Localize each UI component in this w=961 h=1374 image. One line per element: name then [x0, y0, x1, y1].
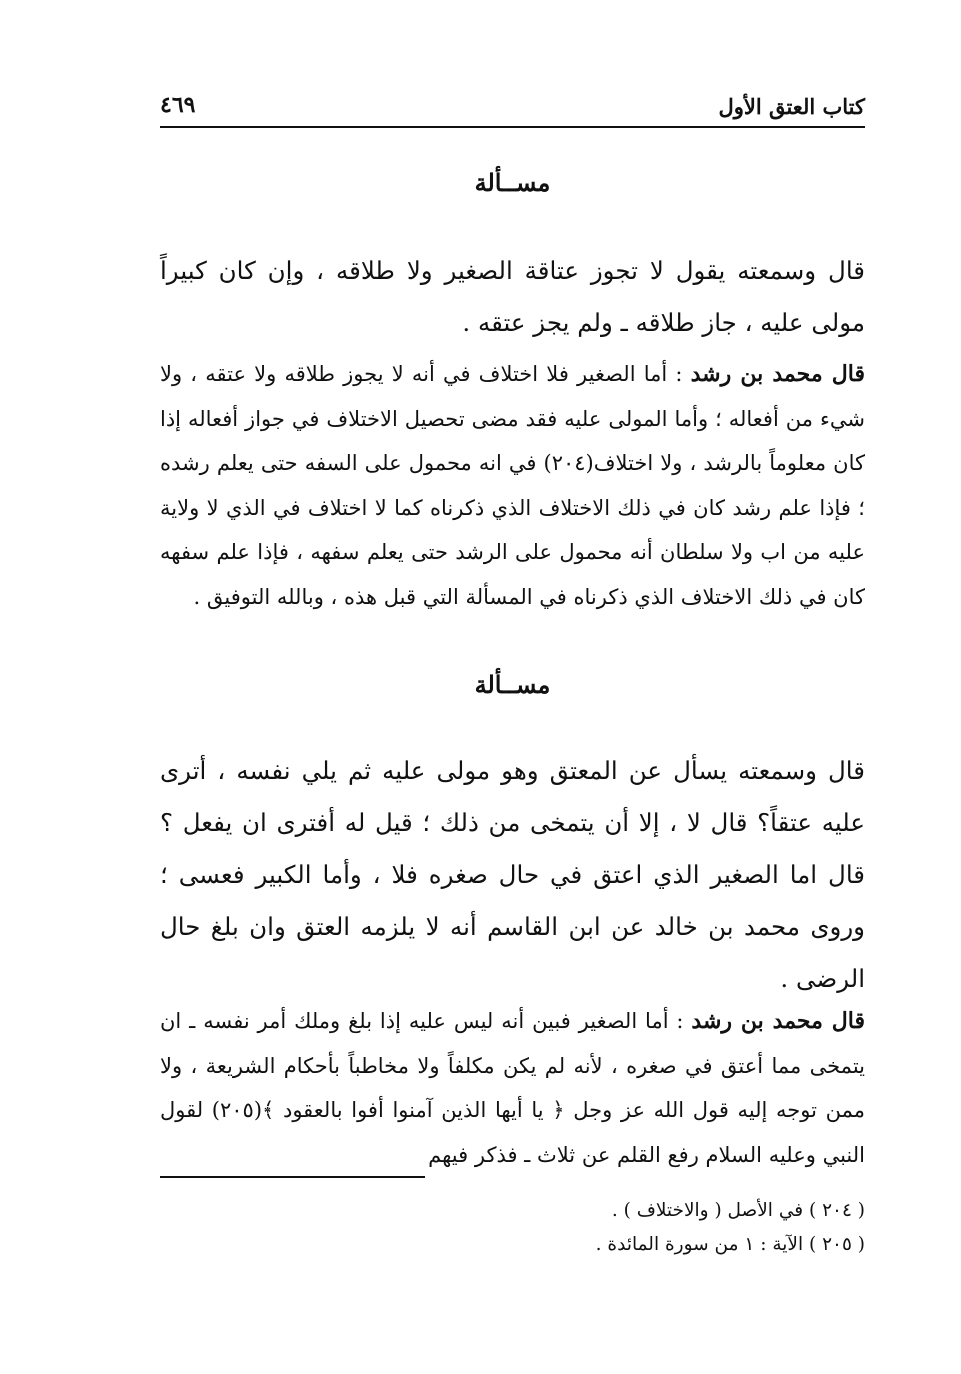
page-header [160, 80, 865, 128]
commentary-text: : أما الصغير فبين أنه ليس عليه إذا بلغ وملك أمر نفسه ـ ان يتمخى مما أعتق في صغره ، لأنه لم يكن مكلفاً ولا مخاطباً بأحكام الشريعة ، ولا ممن توجه إليه قول الله عز وجل ﴿ يا أيها الذين آمنوا أفوا بالعقود ﴾(٢٠٥) لقول النبي وعليه السلام رفع القلم عن ثلاث ـ فذكر فيهم [160, 1009, 866, 1167]
footnote: ( ٢٠٤ ) في الأصل ( والاختلاف ) . [611, 1200, 865, 1221]
footnote: ( ٢٠٥ ) الآية : ١ من سورة المائدة . [595, 1234, 865, 1255]
commentary-paragraph [160, 999, 865, 1177]
question-paragraph: قال وسمعته يقول لا تجوز عتاقة الصغير ولا طلاقه ، وإن كان كبيراً مولى عليه ، جاز طلاقه ـ ولم يجز عتقه . [160, 255, 865, 337]
question-paragraph: قال وسمعته يسأل عن المعتق وهو مولى عليه ثم يلي نفسه ، أترى عليه عتقاً؟ قال لا ، إلا أن يتمخى من ذلك ؛ قيل له أفترى ان يفعل ؟ قال اما الصغير الذي اعتق في حال صغره فلا ، وأما الكبير فعسى ؛ وروى محمد بن خالد عن ابن القاسم أنه لا يلزمه العتق وان بلغ حال الرضى . [160, 755, 865, 993]
commentary-speaker: قال محمد بن رشد [690, 361, 865, 387]
commentary-paragraph [160, 352, 865, 619]
section-heading: مســألة [474, 670, 551, 699]
commentary-text: : أما الصغير فلا اختلاف في أنه لا يجوز طلاقه ولا عتقه ، ولا شيء من أفعاله ؛ وأما المولى عليه فقد مضى تحصيل الاختلاف في جواز أفعاله إذا كان معلوماً بالرشد ، ولا اختلاف(٢٠٤) في انه محمول على السفه حتى يعلم رشده ؛ فإذا علم رشد كان في ذلك الاختلاف الذي ذكرناه كما لا اختلاف في الذي لا ولاية عليه من اب ولا سلطان أنه محمول على الرشد حتى يعلم سفهه ، فإذا علم سفهه كان في ذلك الاختلاف الذي ذكرناه في المسألة التي قبل هذه ، وبالله التوفيق . [160, 362, 865, 609]
commentary-speaker: قال محمد بن رشد [691, 1008, 865, 1034]
section-heading: مســألة [474, 168, 551, 197]
page-number: ٤٦٩ [160, 92, 196, 118]
book-page [160, 80, 865, 1320]
footnote-separator [160, 1176, 425, 1178]
running-title: كتاب العتق الأول [718, 94, 865, 119]
